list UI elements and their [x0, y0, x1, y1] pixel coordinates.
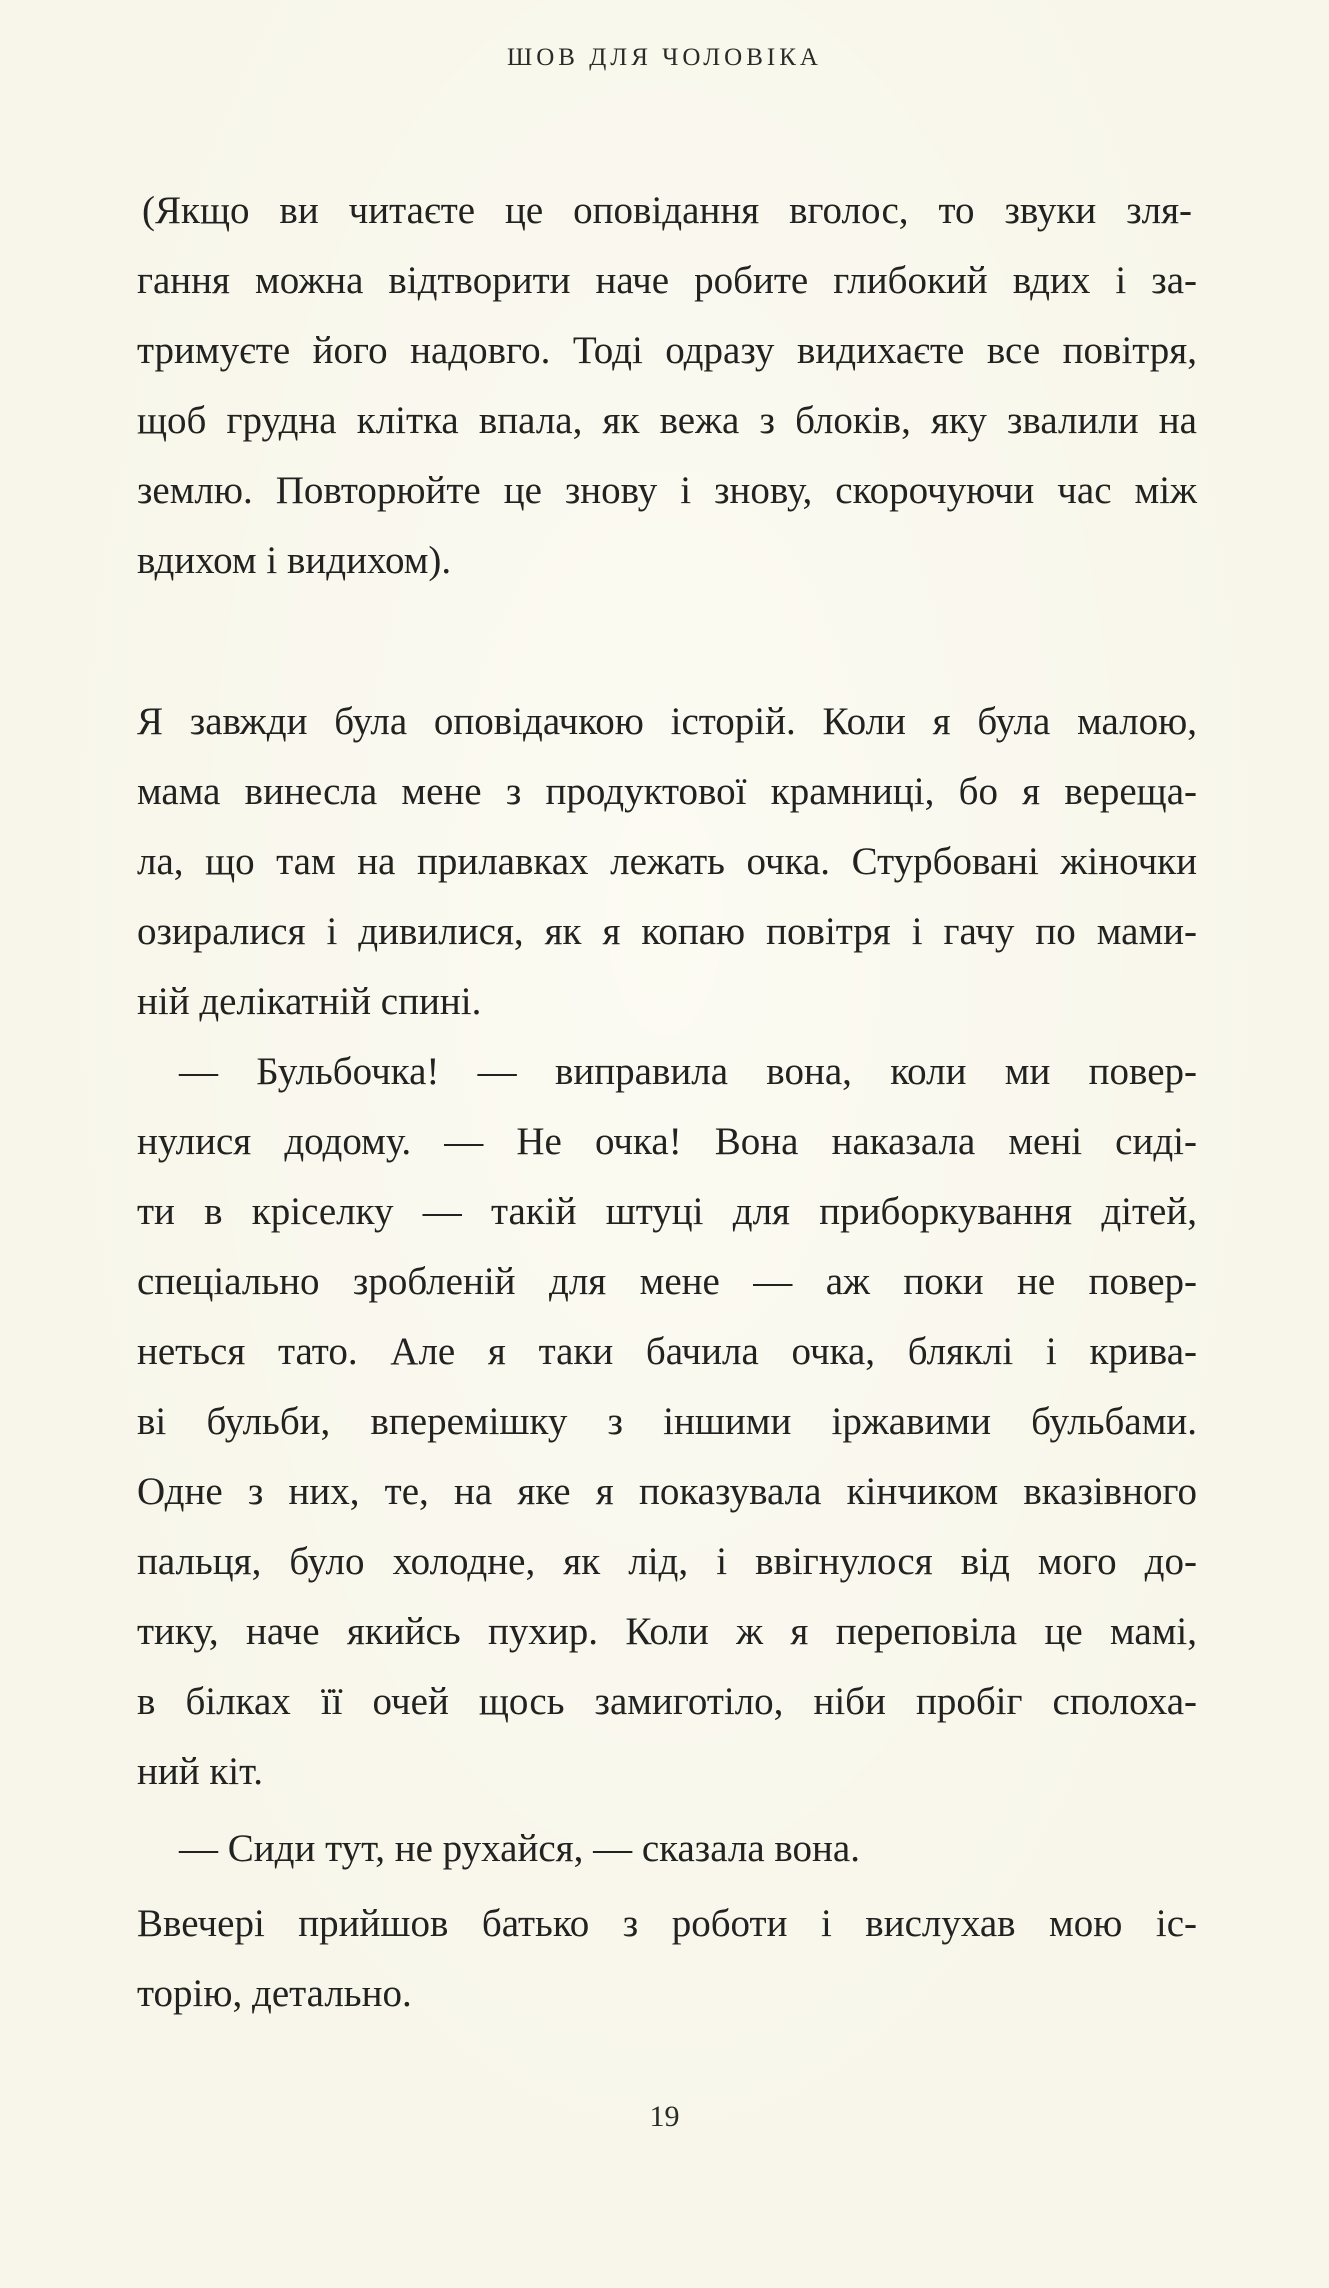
- text-line: торію, детально.: [137, 1972, 412, 2015]
- text-line: гання можна відтворити наче робите глибокий вдих і за-: [137, 259, 1197, 302]
- running-header-title: ШОВ ДЛЯ ЧОЛОВІКА: [507, 44, 822, 71]
- text-line: ний кіт.: [137, 1750, 264, 1793]
- text-line: Ввечері прийшов батько з роботи і вислухав мою іс-: [137, 1902, 1197, 1945]
- text-line: Я завжди була оповідачкою історій. Коли я була малою,: [137, 700, 1197, 743]
- text-line: ві бульби, вперемішку з іншими іржавими бульбами.: [137, 1400, 1197, 1443]
- text-line: спеціально зробленій для мене — аж поки не повер-: [137, 1260, 1197, 1303]
- text-line: неться тато. Але я таки бачила очка, бляклі і крива-: [137, 1330, 1197, 1373]
- text-line: озиралися і дивилися, як я копаю повітря і гачу по мами-: [137, 910, 1197, 953]
- text-line: ла, що там на прилавках лежать очка. Стурбовані жіночки: [137, 840, 1197, 883]
- text-line: нулися додому. — Не очка! Вона наказала мені сиді-: [137, 1120, 1197, 1163]
- text-line: щоб грудна клітка впала, як вежа з блоків, яку звалили на: [137, 399, 1197, 442]
- text-line: вдихом і видихом).: [137, 539, 452, 582]
- text-line: ти в кріселку — такій штуці для приборкування дітей,: [137, 1190, 1197, 1233]
- text-line: в білках її очей щось замиготіло, ніби пробіг сполоха-: [137, 1680, 1197, 1723]
- text-line: мама винесла мене з продуктової крамниці, бо я верещa-: [137, 770, 1197, 813]
- text-line: тримуєте його надовго. Тоді одразу видихаєте все повітря,: [137, 329, 1197, 372]
- text-line: пальця, було холодне, як лід, і ввігнулося від мого до-: [137, 1540, 1197, 1583]
- page-number: 19: [649, 2100, 680, 2133]
- text-line: землю. Повторюйте це знову і знову, скорочуючи час між: [137, 469, 1197, 512]
- text-line: ній делікатній спині.: [137, 980, 482, 1023]
- text-line: (Якщо ви читаєте це оповідання вголос, то звуки зля-: [142, 189, 1192, 232]
- text-line: — Бульбочка! — виправила вона, коли ми повер-: [179, 1050, 1197, 1093]
- text-line: тику, наче якийсь пухир. Коли ж я переповіла це мамі,: [137, 1610, 1197, 1653]
- text-line: — Сиди тут, не рухайся, — сказала вона.: [179, 1827, 860, 1870]
- text-line: Одне з них, те, на яке я показувала кінчиком вказівного: [137, 1470, 1197, 1513]
